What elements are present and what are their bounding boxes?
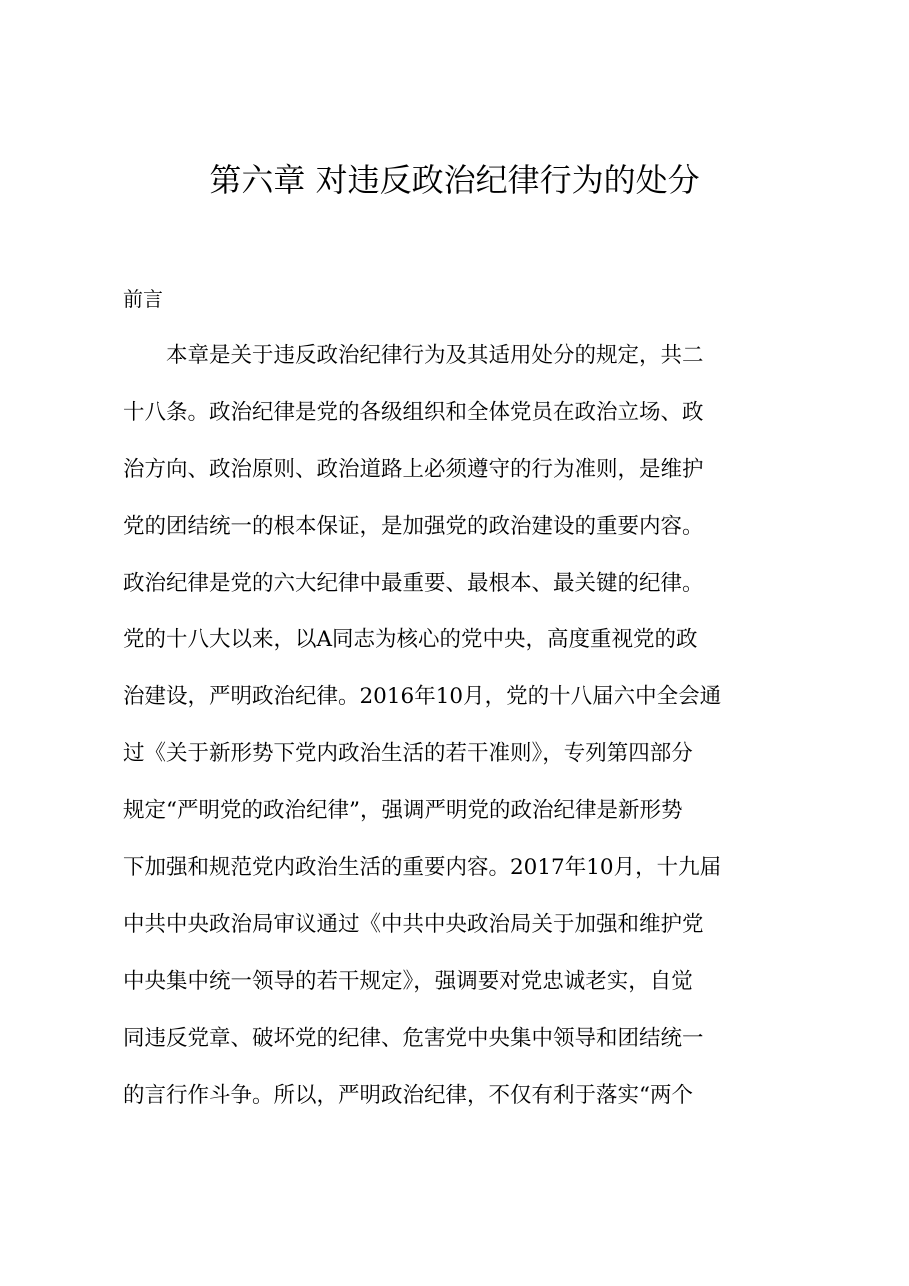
section-heading: 前言 — [123, 287, 163, 311]
chapter-title: 第六章 对违反政治纪律行为的处分 — [209, 161, 700, 199]
paragraph-line: 治建设，严明政治纪律。2016年10月，党的十八届六中全会通 — [123, 684, 722, 710]
paragraph-line: 下加强和规范党内政治生活的重要内容。2017年10月，十九届 — [123, 855, 722, 881]
paragraph-line: 中共中央政治局审议通过《中共中央政治局关于加强和维护党 — [123, 911, 704, 937]
paragraph-line: 规定“严明党的政治纪律”，强调严明党的政治纪律是新形势 — [123, 798, 683, 824]
paragraph-line: 十八条。政治纪律是党的各级组织和全体党员在政治立场、政 — [123, 399, 704, 425]
paragraph-line: 过《关于新形势下党内政治生活的若干准则》，专列第四部分 — [123, 741, 693, 767]
paragraph-line: 的言行作斗争。所以，严明政治纪律，不仅有利于落实“两个 — [123, 1082, 693, 1108]
paragraph-line: 同违反党章、破坏党的纪律、危害党中央集中领导和团结统一 — [123, 1025, 704, 1051]
paragraph-line: 治方向、政治原则、政治道路上必须遵守的行为准则，是维护 — [123, 456, 704, 482]
paragraph-line: 党的十八大以来，以A同志为核心的党中央，高度重视党的政 — [123, 627, 698, 653]
paragraph-line: 本章是关于违反政治纪律行为及其适用处分的规定，共二 — [123, 343, 704, 368]
paragraph-line: 中央集中统一领导的若干规定》，强调要对党忠诚老实，自觉 — [123, 968, 693, 994]
paragraph-line: 党的团结统一的根本保证，是加强党的政治建设的重要内容。 — [123, 513, 704, 539]
paragraph-line: 政治纪律是党的六大纪律中最重要、最根本、最关键的纪律。 — [123, 570, 704, 596]
body-text — [123, 338, 803, 1134]
